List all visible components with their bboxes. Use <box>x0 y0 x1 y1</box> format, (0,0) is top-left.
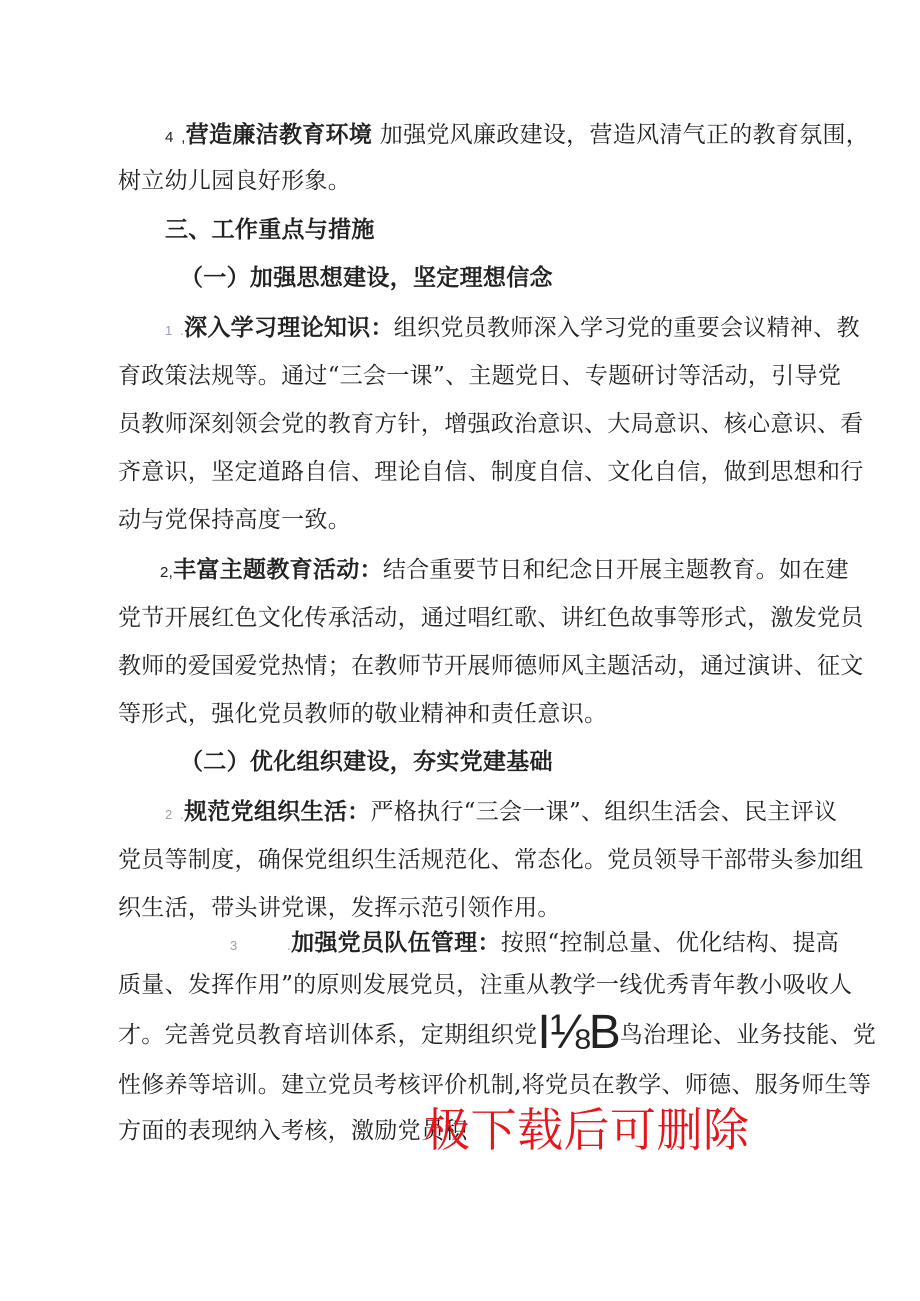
paragraph-number: 4 <box>165 129 174 146</box>
item-separator: . <box>180 807 185 822</box>
item-2-line-1 <box>160 555 849 588</box>
subsection-heading-2: （二）优化组织建设，夯实党建基础 <box>180 749 553 775</box>
garbled-glyph: I⅛B <box>537 1006 620 1059</box>
item-number: 2, <box>160 564 174 581</box>
paragraph-title: 营造廉洁教育环境 <box>185 122 373 148</box>
item-4-line-1 <box>230 928 839 961</box>
item-separator: . <box>180 323 185 338</box>
item-separator: . <box>287 938 292 953</box>
item-number: 2 <box>165 807 173 822</box>
paragraph-4-line-1 <box>165 120 869 153</box>
item-4-line-3 <box>118 1006 877 1059</box>
item-text: 鸟治理论、业务技能、党 <box>619 1022 877 1048</box>
item-1-line-4: 齐意识，坚定道路自信、理论自信、制度自信、文化自信，做到思想和行 <box>118 459 864 485</box>
item-3-line-1 <box>165 797 837 830</box>
item-title: 规范党组织生活： <box>184 799 371 825</box>
item-title: 丰富主题教育活动： <box>173 557 383 583</box>
watermark-overlay-text: 极下载后可删除 <box>424 1103 750 1157</box>
subsection-heading-1: （一）加强思想建设，坚定理想信念 <box>180 265 553 291</box>
paragraph-separator: , <box>181 129 186 146</box>
item-4-line-4: 性修养等培训。建立党员考核评价机制,将党员在教学、师德、服务师生等 <box>118 1072 872 1098</box>
item-2-line-4: 等形式，强化党员教师的敬业精神和责任意识。 <box>118 701 608 727</box>
item-3-line-2: 党员等制度，确保党组织生活规范化、常态化。党员领导干部带头参加组 <box>118 847 864 873</box>
section-heading: 三、工作重点与措施 <box>165 217 375 243</box>
paragraph-4-line-2: 树立幼儿园良好形象。 <box>118 168 351 194</box>
item-title: 加强党员队伍管理： <box>291 930 501 956</box>
item-2-line-3: 教师的爱国爱党热情；在教师节开展师德师风主题活动，通过演讲、征文 <box>118 653 864 679</box>
item-1-line-3: 员教师深刻领会党的教育方针，增强政治意识、大局意识、核心意识、看 <box>118 411 864 437</box>
paragraph-text: 加强党风廉政建设，营造风清气正的教育氛围， <box>379 122 870 148</box>
item-number: 1 <box>165 323 173 338</box>
item-text: 才。完善党员教育培训体系，定期组织党 <box>118 1022 538 1048</box>
item-4-line-5: 方面的表现纳入考核，激励党员积 <box>118 1118 468 1144</box>
item-text: 结合重要节日和纪念日开展主题教育。如在建 <box>382 557 849 583</box>
item-text: 严格执行“三会一课”、组织生活会、民主评议 <box>370 799 838 825</box>
item-1-line-2: 育政策法规等。通过“三会一课”、主题党日、专题研讨等活动，引导党 <box>118 363 842 389</box>
item-number: 3 <box>230 938 238 953</box>
item-text: 按照“控制总量、优化结构、提高 <box>500 930 840 956</box>
item-3-line-3: 织生活，带头讲党课，发挥示范引领作用。 <box>118 895 561 921</box>
item-2-line-2: 党节开展红色文化传承活动，通过唱红歌、讲红色故事等形式，激发党员 <box>118 605 864 631</box>
item-text: 组织党员教师深入学习党的重要会议精神、教 <box>393 315 860 341</box>
item-title: 深入学习理论知识： <box>184 315 394 341</box>
item-1-line-5: 动与党保持高度一致。 <box>118 507 351 533</box>
item-4-line-2: 质量、发挥作用”的原则发展党员，注重从教学一线优秀青年教小吸收人 <box>118 972 853 998</box>
item-1-line-1 <box>165 313 860 346</box>
